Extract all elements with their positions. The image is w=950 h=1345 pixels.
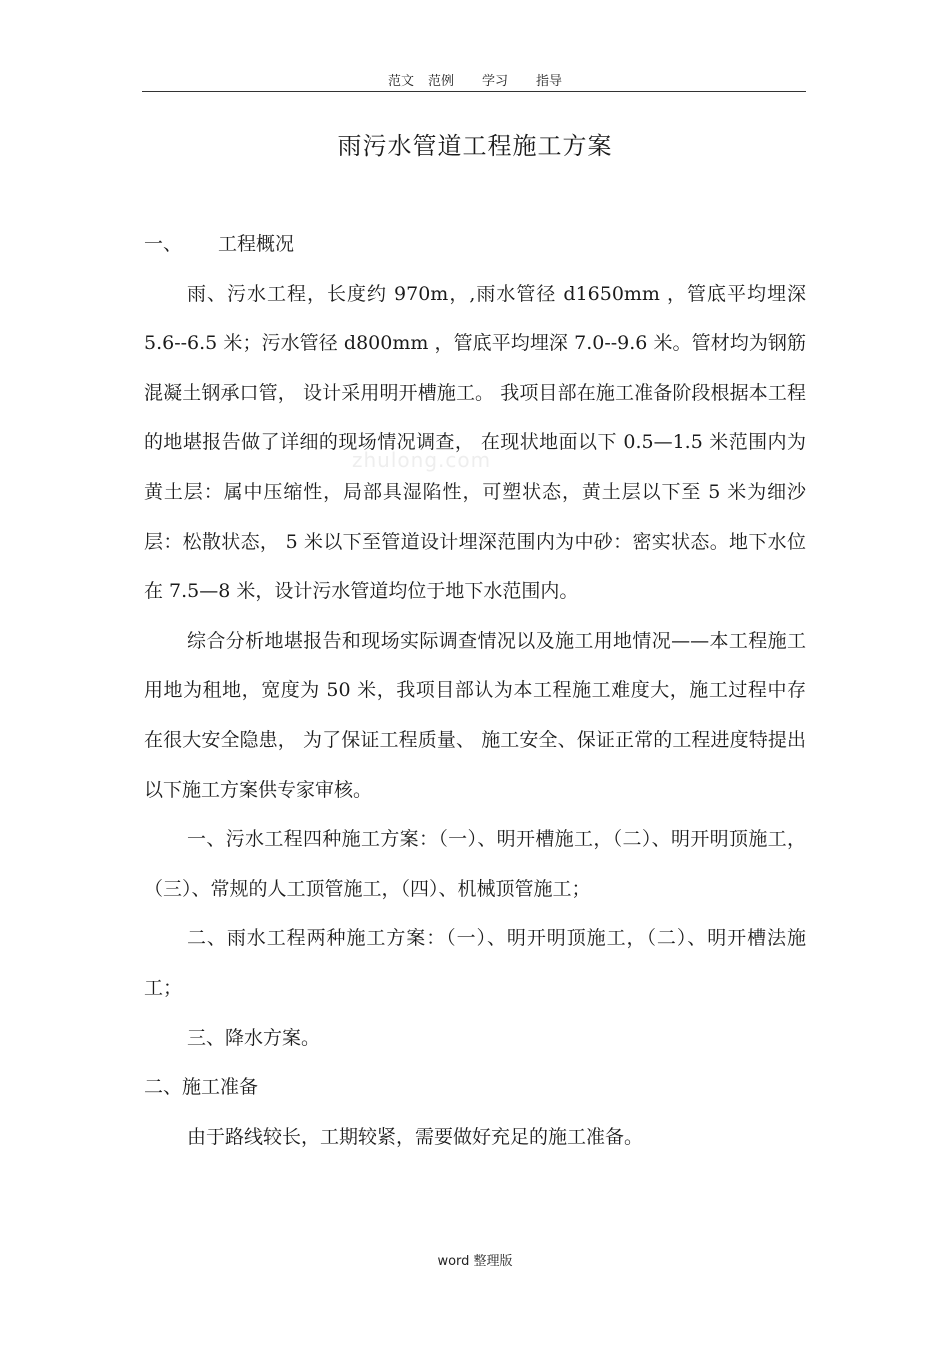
header-rule: [142, 91, 806, 92]
header-item: 范文: [387, 74, 414, 89]
page-header: [0, 70, 950, 89]
paragraph-dewatering: 三、降水方案。: [187, 1026, 321, 1049]
document-body: [144, 220, 806, 1162]
watermark: zhulong.com: [352, 448, 492, 472]
paragraph-rain-plan: 二、雨水工程两种施工方案：（一）、明开明顶施工，（二）、明开槽法施工；: [144, 927, 806, 999]
paragraph-overview: 雨、污水工程，长度约 970m，,雨水管径 d1650mm ，管底平均埋深 5.6--6.5 米；污水管径 d800mm ，管底平均埋深 7.0--9.6 米。管材均为钢筋混凝土钢承口管， 设计采用明开槽施工。 我项目部在施工准备阶段根据本工程的地堪报告做了详细的现场情况调查， 在现状地面以下 0.5—1.5 米范围内为黄土层：属中压缩性，局部具湿陷性，可塑状态，黄土层以下至 5 米为细沙层：松散状态， 5 米以下至管道设计埋深范围内为中砂：密实状态。地下水位在 7.5—8 米，设计污水管道均位于地下水范围内。: [144, 282, 806, 603]
section-heading-1: 一、 工程概况: [144, 233, 295, 255]
paragraph-analysis: 综合分析地堪报告和现场实际调查情况以及施工用地情况——本工程施工用地为租地，宽度为 50 米，我项目部认为本工程施工难度大，施工过程中存在很大安全隐患， 为了保证工程质量、 施工安全、保证正常的工程进度特提出以下施工方案供专家审核。: [144, 629, 806, 801]
header-item: 指导: [536, 74, 563, 89]
document-title: 雨污水管道工程施工方案: [337, 132, 613, 160]
paragraph-sewage-plan: 一、污水工程四种施工方案：（一）、明开槽施工，（二）、明开明顶施工，（三）、常规的人工顶管施工，（四）、机械顶管施工；: [144, 828, 806, 900]
header-item: 学习: [482, 74, 509, 89]
section-heading-2: 二、施工准备: [144, 1076, 259, 1099]
header-item: 范例: [427, 74, 454, 89]
paragraph-preparation: 由于路线较长，工期较紧，需要做好充足的施工准备。: [187, 1125, 644, 1148]
page-footer: word 整理版: [437, 1254, 513, 1269]
